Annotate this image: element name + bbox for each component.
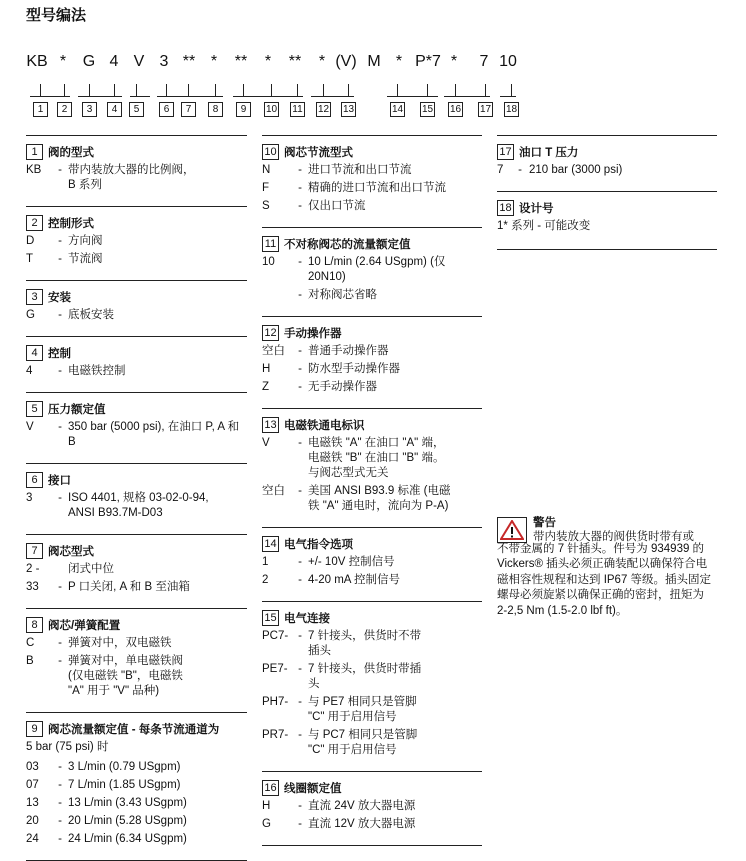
option-code: G [26,309,35,321]
section-title: 阀的型式 [48,147,94,159]
option-desc: 无手动操作器 [308,381,377,393]
code-tick [455,84,456,96]
section-number: 16 [262,780,279,796]
column-left [26,135,247,861]
section-1 [26,144,247,206]
section-title: 阀芯型式 [48,546,94,558]
option-desc: 与 PE7 相同只是管脚 "C" 用于启用信号 [308,696,417,723]
page-title: 型号编法 [26,7,87,24]
option-row [262,380,482,395]
section-number: 10 [262,144,279,160]
section-number: 4 [26,345,43,361]
option-row [26,760,247,775]
model-code-segment: G [82,53,96,70]
model-code-segment: * [450,53,458,70]
option-desc: 电磁铁控制 [68,365,126,377]
option-code [262,288,292,303]
option-row [262,573,482,588]
section-divider [262,316,482,317]
code-tick [271,84,272,96]
warning-title: 警告 [533,517,556,529]
option-code: PR7- [262,729,289,741]
section-14 [262,536,482,601]
option-row [26,420,247,450]
model-code-segment: KB [26,53,48,70]
option-code: 2 [262,574,269,586]
option-dash: - [518,164,522,176]
model-code-segment: * [210,53,218,70]
option-row [26,234,247,249]
section-number: 12 [262,325,279,341]
position-box: 6 [159,102,174,117]
section-8 [26,617,247,712]
position-box: 15 [421,104,434,115]
section-16 [262,780,482,845]
option-desc: ISO 4401, 规格 03-02-0-94, ANSI B93.7M-D03 [68,492,209,519]
section-number: 14 [262,536,279,552]
section-4 [26,345,247,392]
option-code: H [262,800,271,812]
position-box: 5 [129,102,144,117]
code-tick [64,84,65,96]
section-divider [262,408,482,409]
section-15 [262,610,482,771]
section-title: 电气指令选项 [284,539,353,551]
option-row [26,364,247,379]
section-number: 13 [262,417,279,433]
warning-note [497,514,717,619]
option-dash: - [58,797,62,809]
section-title: 控制形式 [48,218,94,230]
option-code: S [262,200,270,212]
code-bracket [387,96,438,97]
option-dash: - [298,485,302,497]
option-desc: 7 针接头，供货时不带 插头 [308,630,422,657]
position-box: 13 [342,104,355,115]
section-divider [26,336,247,337]
option-dash: - [58,421,62,433]
option-desc: 350 bar (5000 psi), 在油口 P, A 和 B [68,421,240,448]
section-number: 15 [262,610,279,626]
option-row [262,799,482,814]
section-title: 线圈额定值 [284,783,342,795]
code-tick [40,84,41,96]
option-row [262,817,482,832]
option-row [26,580,247,595]
section-divider [262,845,482,846]
option-row [262,436,482,481]
section-divider [497,135,717,136]
section-5 [26,401,247,463]
section-title: 电磁铁通电标识 [284,420,365,432]
option-code: 10 [262,256,275,268]
section-title: 不对称阀芯的流量额定值 [284,239,411,251]
section-title: 手动操作器 [284,328,342,340]
code-tick [397,84,398,96]
option-row [262,555,482,570]
option-dash: - [298,164,302,176]
section-divider [262,771,482,772]
model-code-segment: M [367,53,381,70]
model-code-segment: P*7 [415,53,441,70]
position-box: 16 [449,104,462,115]
option-desc: 210 bar (3000 psi) [529,164,623,176]
section-number: 17 [497,144,514,160]
option-dash: - [58,164,62,176]
section-divider [26,135,247,136]
option-row [26,654,247,699]
section-13 [262,417,482,527]
code-tick [166,84,167,96]
option-dash: - [58,761,62,773]
section-divider [262,227,482,228]
section-number: 3 [26,289,43,305]
section-title: 阀芯节流型式 [284,147,353,159]
option-code: 20 [26,815,39,827]
position-box: 10 [265,104,278,115]
section-number: 8 [26,617,43,633]
option-dash: - [58,492,62,504]
section-17 [497,144,717,191]
option-code: PE7- [262,663,288,675]
option-dash: - [58,235,62,247]
option-row [497,163,717,178]
option-desc: 3 L/min (0.79 USgpm) [68,761,181,773]
option-desc: 带内装放大器的比例阀， B 系列 [68,164,195,191]
option-row [262,199,482,214]
section-title: 接口 [48,475,71,487]
option-row [26,814,247,829]
option-code: 7 [497,164,504,176]
option-code: 2 - [26,563,40,575]
option-dash: - [298,182,302,194]
option-dash: - [298,256,302,268]
option-row [26,796,247,811]
option-row [262,255,482,285]
option-code: 07 [26,779,39,791]
position-box: 14 [391,104,404,115]
section-title: 压力额定值 [48,404,106,416]
option-row [262,288,482,303]
section-number: 1 [26,144,43,160]
option-desc: 与 PC7 相同只是管脚 "C" 用于启用信号 [308,729,418,756]
option-row [262,344,482,359]
section-divider [262,135,482,136]
option-row [26,636,247,651]
option-dash: - [58,833,62,845]
option-desc: 直流 12V 放大器电源 [308,818,416,830]
section-divider [26,392,247,393]
model-code-segment: V [133,53,145,70]
option-desc: 直流 24V 放大器电源 [308,800,416,812]
option-desc: 普通手动操作器 [308,345,389,357]
section-divider [26,280,247,281]
position-box: 8 [208,102,223,117]
option-row [262,484,482,514]
section-9 [26,721,247,860]
option-code: Z [262,381,270,393]
option-code: T [26,253,34,265]
column-middle [262,135,482,846]
option-code: 1 [262,556,269,568]
section-number: 18 [497,200,514,216]
section-text: 5 bar (75 psi) 时 [26,741,109,753]
section-divider [26,206,247,207]
section-number: 9 [26,721,43,737]
section-divider [26,534,247,535]
option-row [262,629,482,659]
model-code-segment: * [318,53,326,70]
position-box: 3 [82,102,97,117]
option-row [26,163,247,193]
section-number: 6 [26,472,43,488]
code-bracket [130,96,150,97]
position-box: 7 [181,102,196,117]
option-desc: 7 L/min (1.85 USgpm) [68,779,181,791]
code-bracket [157,96,223,97]
option-code: 33 [26,581,39,593]
section-text: 1* 系列 - 可能改变 [497,220,591,232]
position-box: 4 [107,102,122,117]
section-title: 设计号 [519,203,554,215]
position-box: 12 [317,104,330,115]
model-code-segment: 7 [479,53,489,70]
option-desc: 电磁铁 "A" 在油口 "A" 端， 电磁铁 "B" 在油口 "B" 端。 与阀芯型式无关 [308,437,445,479]
option-code: 空白 [262,485,285,497]
option-desc: 精确的进口节流和出口节流 [308,182,446,194]
option-code: G [262,818,271,830]
option-code: KB [26,164,42,176]
position-box: 17 [479,104,492,115]
section-3 [26,289,247,336]
position-box: 2 [57,102,72,117]
section-divider [262,527,482,528]
option-code: C [26,637,35,649]
option-row [262,163,482,178]
option-dash: - [58,581,62,593]
option-dash: - [298,630,302,642]
option-code: 03 [26,761,39,773]
option-dash: - [298,574,302,586]
warning-line1: 带内装放大器的阀供货时带有或 [533,531,694,543]
option-dash: - [298,345,302,357]
warning-body: 不带金属的 7 针插头。件号为 934939 的 Vickers® 插头必须正确装配以确保符合电磁相容性规程和达到 IP67 等级。插头固定螺母必须旋紧以确保正确的密封，扭矩为 2-2,5 Nm (1.5-2.0 lbf ft)。 [497,542,712,617]
code-bracket [311,96,354,97]
code-tick [427,84,428,96]
option-desc: 7 针接头，供货时带插 头 [308,663,422,690]
option-desc: +/- 10V 控制信号 [308,556,395,568]
option-code: V [26,421,34,433]
section-title: 控制 [48,348,71,360]
option-desc: 进口节流和出口节流 [308,164,412,176]
section-10 [262,144,482,227]
position-box: 18 [505,104,518,115]
option-desc: 对称阀芯省略 [308,289,377,301]
section-divider [262,601,482,602]
option-row [26,778,247,793]
model-code-segment: 10 [499,53,517,70]
option-dash: - [298,818,302,830]
model-code-segment: 3 [159,53,169,70]
position-box: 9 [236,102,251,117]
column-right [497,135,717,250]
option-code: 4 [26,365,33,377]
code-tick [114,84,115,96]
option-row [26,252,247,267]
model-code-segment: * [59,53,67,70]
option-row [262,181,482,196]
option-dash: - [298,800,302,812]
option-dash: - [58,779,62,791]
code-tick [215,84,216,96]
option-code: D [26,235,35,247]
option-row [26,308,247,323]
code-tick [485,84,486,96]
option-desc: 节流阀 [68,253,103,265]
option-code: 3 [26,492,33,504]
section-title: 电气连接 [284,613,330,625]
section-divider [26,712,247,713]
option-desc: 美国 ANSI B93.9 标准 (电磁 铁 "A" 通电时，流向为 P-A) [308,485,451,512]
option-dash: - [58,637,62,649]
section-18 [497,200,717,249]
section-6 [26,472,247,534]
option-row [26,832,247,847]
option-row [262,362,482,377]
option-dash: - [58,365,62,377]
section-title: 阀芯/弹簧配置 [48,620,121,632]
option-code: F [262,182,270,194]
model-code-segment: * [264,53,272,70]
option-row [262,728,482,758]
section-title: 阀芯流量额定值 - 每条节流通道为 [48,724,220,736]
option-desc: 闭式中位 [68,563,114,575]
option-row [26,562,247,577]
section-title: 油口 T 压力 [519,147,579,159]
section-divider [497,249,717,250]
option-code: N [262,164,271,176]
option-dash: - [58,655,62,667]
model-code-segment: ** [288,53,302,70]
section-divider [26,608,247,609]
code-tick [348,84,349,96]
option-desc: 4-20 mA 控制信号 [308,574,401,586]
section-2 [26,215,247,280]
code-bracket [78,96,122,97]
option-dash: - [58,309,62,321]
section-12 [262,325,482,408]
option-desc: 底板安装 [68,309,114,321]
code-tick [89,84,90,96]
section-number: 2 [26,215,43,231]
option-desc: 13 L/min (3.43 USgpm) [68,797,187,809]
option-code: V [262,437,270,449]
section-number: 7 [26,543,43,559]
model-code-segment: (V) [335,53,357,70]
option-code: PC7- [262,630,289,642]
code-tick [243,84,244,96]
position-box: 11 [290,102,305,117]
code-bracket [233,96,303,97]
option-code: B [26,655,34,667]
option-dash: - [58,253,62,265]
option-desc: 方向阀 [68,235,103,247]
option-dash: - [298,200,302,212]
option-dash [52,562,68,577]
code-tick [136,84,137,96]
code-tick [511,84,512,96]
option-desc: 弹簧对中，单电磁铁阀 (仅电磁铁 "B"，电磁铁 "A" 用于 "V" 品种) [68,655,183,697]
option-desc: 仅出口节流 [308,200,366,212]
option-code: 空白 [262,345,285,357]
section-divider [26,463,247,464]
option-desc: P 口关闭, A 和 B 至油箱 [68,581,190,593]
option-dash: - [298,363,302,375]
section-11 [262,236,482,316]
option-row [26,491,247,521]
option-code: H [262,363,271,375]
code-bracket [500,96,516,97]
section-7 [26,543,247,608]
position-box: 1 [33,102,48,117]
option-code: 13 [26,797,39,809]
option-desc: 10 L/min (2.64 USgpm) (仅 20N10) [308,256,446,283]
option-dash: - [298,729,302,741]
code-tick [297,84,298,96]
option-desc: 弹簧对中，双电磁铁 [68,637,172,649]
code-bracket [30,96,70,97]
section-number: 11 [262,236,279,252]
section-title: 安装 [48,292,71,304]
option-desc: 24 L/min (6.34 USgpm) [68,833,187,845]
code-tick [188,84,189,96]
model-code-segment: 4 [109,53,119,70]
model-code-segment: ** [234,53,248,70]
option-desc: 防水型手动操作器 [308,363,400,375]
option-dash: - [298,381,302,393]
option-dash: - [298,663,302,675]
section-divider [497,191,717,192]
option-dash: - [298,289,302,301]
option-code: PH7- [262,696,289,708]
option-dash: - [298,556,302,568]
section-number: 5 [26,401,43,417]
option-dash: - [298,437,302,449]
model-code-segment: ** [182,53,196,70]
option-code: 24 [26,833,39,845]
model-code-segment: * [395,53,403,70]
option-dash: - [298,696,302,708]
option-dash: - [58,815,62,827]
option-row [262,695,482,725]
code-tick [323,84,324,96]
warning-triangle-icon [497,517,527,543]
option-desc: 20 L/min (5.28 USgpm) [68,815,187,827]
option-row [262,662,482,692]
code-bracket [444,96,490,97]
